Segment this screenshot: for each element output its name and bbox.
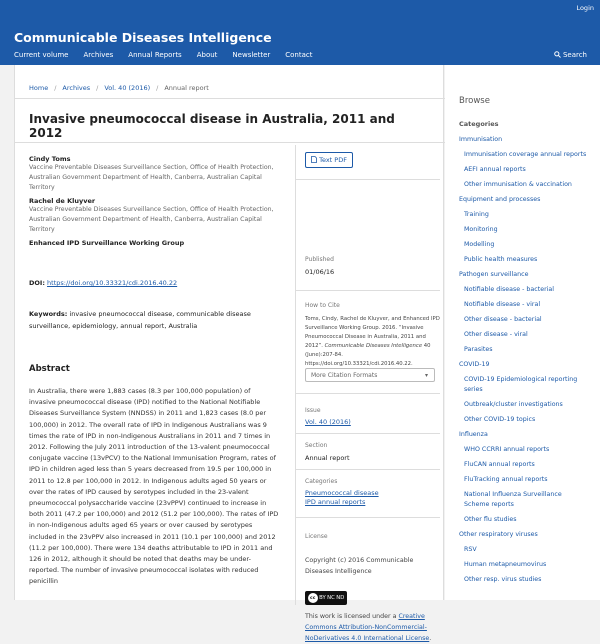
breadcrumb-separator: / bbox=[54, 84, 57, 92]
sidebar-subcategory[interactable]: Training bbox=[464, 211, 489, 218]
doi-link[interactable]: https://doi.org/10.33321/cdi.2016.40.22 bbox=[47, 279, 178, 287]
license-text bbox=[305, 611, 437, 644]
divider bbox=[295, 469, 440, 470]
authors bbox=[29, 155, 279, 247]
pdf-download-button[interactable] bbox=[305, 152, 353, 168]
sidebar-subcategory[interactable]: Other COVID-19 topics bbox=[464, 416, 536, 423]
divider bbox=[295, 179, 440, 180]
sidebar-subcategory[interactable]: Other immunisation & vaccination bbox=[464, 181, 572, 188]
sidebar-subcategory[interactable]: Other disease - viral bbox=[464, 331, 528, 338]
sidebar-subcategory[interactable]: COVID-19 Epidemiological reporting series bbox=[464, 376, 578, 393]
how-to-cite-label: How to Cite bbox=[305, 302, 340, 309]
nav-archives[interactable]: Archives bbox=[83, 51, 114, 59]
sidebar-subcategory[interactable]: RSV bbox=[464, 546, 477, 553]
abstract-heading: Abstract bbox=[29, 364, 70, 374]
sidebar-subcategory[interactable]: Other resp. virus studies bbox=[464, 576, 542, 583]
author-group: Enhanced IPD Surveillance Working Group bbox=[29, 239, 185, 247]
copyright-text: Copyright (c) 2016 Communicable Diseases Intelligence bbox=[305, 557, 414, 575]
sidebar-category[interactable]: Pathogen surveillance bbox=[459, 271, 529, 278]
sidebar-subcategory[interactable]: Other disease - bacterial bbox=[464, 316, 542, 323]
category-link[interactable]: IPD annual reports bbox=[305, 498, 366, 506]
main-nav bbox=[14, 51, 328, 59]
sidebar-category[interactable]: Influenza bbox=[459, 431, 488, 438]
citation-format-dropdown[interactable] bbox=[305, 368, 435, 382]
sidebar-category[interactable]: Equipment and processes bbox=[459, 196, 541, 203]
sidebar-subcategory[interactable]: Outbreak/cluster investigations bbox=[464, 401, 563, 408]
sidebar-subcategory[interactable]: National Influenza Surveillance Scheme reports bbox=[464, 491, 562, 508]
breadcrumb-separator: / bbox=[96, 84, 99, 92]
cc-license-badge[interactable] bbox=[305, 591, 347, 605]
sidebar-subcategory[interactable]: Notifiable disease - bacterial bbox=[464, 286, 555, 293]
citation-format-label: More Citation Formats bbox=[311, 372, 378, 379]
section-label: Section bbox=[305, 442, 328, 449]
author-affiliation: Vaccine Preventable Diseases Surveillance Section, Office of Health Protection, Australian Government Department of Health, Canberra, Australian Capital Territory bbox=[29, 164, 274, 191]
sidebar-subcategory[interactable]: FluTracking annual reports bbox=[464, 476, 548, 483]
nav-about[interactable]: About bbox=[196, 51, 218, 59]
citation-journal: Communicable Diseases Intelligence bbox=[324, 343, 423, 349]
doi-label: DOI: bbox=[29, 279, 45, 287]
divider bbox=[295, 433, 440, 434]
divider bbox=[295, 517, 440, 518]
keywords-value: invasive pneumococcal disease, communicable disease surveillance, epidemiology, annual report, Australia bbox=[29, 310, 251, 330]
search-icon bbox=[554, 51, 561, 58]
divider bbox=[295, 290, 440, 291]
sidebar-subcategory[interactable]: FluCAN annual reports bbox=[464, 461, 535, 468]
nav-contact[interactable]: Contact bbox=[285, 51, 313, 59]
sidebar-subcategory[interactable]: Notifiable disease - viral bbox=[464, 301, 541, 308]
nav-annual-reports[interactable]: Annual Reports bbox=[128, 51, 182, 59]
author-name: Rachel de Kluyver bbox=[29, 197, 96, 205]
sidebar-subcategory[interactable]: Parasites bbox=[464, 346, 493, 353]
file-icon bbox=[311, 156, 317, 163]
doi bbox=[29, 279, 177, 287]
breadcrumb-archives[interactable]: Archives bbox=[62, 84, 91, 92]
cc-nc: NC bbox=[327, 595, 335, 601]
breadcrumb-current: Annual report bbox=[164, 84, 209, 92]
license-label: License bbox=[305, 533, 328, 540]
browse-heading: Browse bbox=[459, 96, 490, 106]
breadcrumb-volume[interactable]: Vol. 40 (2016) bbox=[104, 84, 151, 92]
sidebar-subcategory[interactable]: WHO CCRRI annual reports bbox=[464, 446, 550, 453]
divider bbox=[295, 393, 440, 394]
nav-current-volume[interactable]: Current volume bbox=[14, 51, 69, 59]
sidebar-category[interactable]: Other respiratory viruses bbox=[459, 531, 538, 538]
site-title[interactable]: Communicable Diseases Intelligence bbox=[14, 30, 272, 45]
sidebar-subcategory[interactable]: AEFI annual reports bbox=[464, 166, 526, 173]
license-pre: This work is licensed under a bbox=[305, 613, 399, 620]
search-button[interactable] bbox=[554, 51, 587, 59]
categories-label: Categories bbox=[305, 478, 338, 485]
cc-by: BY bbox=[319, 595, 326, 601]
sidebar-category[interactable]: Immunisation bbox=[459, 136, 503, 143]
keywords-label: Keywords: bbox=[29, 310, 68, 318]
category-link[interactable]: Pneumococcal disease bbox=[305, 489, 379, 497]
issue-link[interactable]: Vol. 40 (2016) bbox=[305, 418, 351, 426]
author-name: Cindy Toms bbox=[29, 155, 71, 163]
sidebar-category[interactable]: COVID-19 bbox=[459, 361, 490, 368]
breadcrumb bbox=[29, 84, 215, 92]
published-label: Published bbox=[305, 256, 334, 263]
section-value: Annual report bbox=[305, 454, 350, 462]
sidebar-subcategory[interactable]: Immunisation coverage annual reports bbox=[464, 151, 587, 158]
browse-sidebar bbox=[445, 65, 600, 600]
breadcrumb-separator: / bbox=[156, 84, 159, 92]
divider bbox=[15, 98, 445, 99]
column-divider bbox=[295, 145, 296, 605]
nav-newsletter[interactable]: Newsletter bbox=[232, 51, 271, 59]
sidebar-subcategory[interactable]: Monitoring bbox=[464, 226, 498, 233]
author-affiliation: Vaccine Preventable Diseases Surveillance Section, Office of Health Protection, Australian Government Department of Health, Canberra, Australian Capital Territory bbox=[29, 206, 274, 233]
published-date: 01/06/16 bbox=[305, 268, 335, 276]
abstract-text: In Australia, there were 1,883 cases (8.3 per 100,000 population) of invasive pneumococcal disease (IPD) notified to the National Notifiable Diseases Surveillance System (NNDSS) in 2011 and 1,823 cases (8.0 per 100,000) in 2012. The overall rate of IPD in Indigenous Australians was 9 times the rate of IPD in non-Indigenous Australians in 2011 and 7 times in 2012. Following the July 2011 introduction of the 13-valent pneumococcal conjugate vaccine (13vPCV) to the National Immunisation Program, rates of IPD in children aged less than 5 years decreased from 19.5 per 100,000 in 2011 to 12.8 per 100,000 in 2012. In Indigenous adults aged 50 years or over the rates of IPD caused by serotypes included in the 23-valent pneumococcal polysaccharide vaccine (23vPPV) continued to increase in both 2011 (47.2 per 100,000) and 2012 (51.2 per 100,000). The rates of IPD in non-Indigenous adults aged 65 years or over caused by serotypes included in the 23vPPV also increased in 2011 (10.1 per 100,000) and 2012 (11.2 per 100,000). There were 134 deaths attributable to IPD in 2011 and 126 in 2012, although it should be noted that deaths may be under-reported. The number of invasive pneumococcal isolates with reduced penicillin bbox=[29, 387, 279, 586]
categories-heading: Categories bbox=[459, 120, 499, 128]
sidebar-subcategory[interactable]: Human metapneumovirus bbox=[464, 561, 547, 568]
chevron-down-icon: ▾ bbox=[424, 372, 428, 379]
cc-nd: ND bbox=[336, 595, 345, 601]
cc-icon: cc bbox=[308, 593, 318, 603]
sidebar-subcategory[interactable]: Modelling bbox=[464, 241, 495, 248]
pdf-label: Text PDF bbox=[319, 156, 347, 164]
citation bbox=[305, 315, 440, 369]
issue-label: Issue bbox=[305, 407, 321, 414]
sidebar-subcategory[interactable]: Public health measures bbox=[464, 256, 538, 263]
keywords bbox=[29, 308, 279, 332]
breadcrumb-home[interactable]: Home bbox=[29, 84, 49, 92]
site-header bbox=[0, 0, 600, 65]
divider bbox=[15, 142, 445, 143]
license-post: . bbox=[429, 635, 432, 642]
article-main bbox=[14, 65, 444, 642]
citation-text: Toms, Cindy, Rachel de Kluyver, and Enhanced IPD Surveillance Working Group. 2016. “Invasive Pneumococcal Disease in Australia, 2011 and 2012”. bbox=[305, 316, 440, 349]
page-title: Invasive pneumococcal disease in Australia, 2011 and 2012 bbox=[29, 112, 395, 140]
license-link[interactable]: Creative Commons Attribution-NonCommercial-NoDerivatives 4.0 International License bbox=[305, 613, 430, 642]
citation-rest: 40 (June):207-84. https://doi.org/10.33321/cdi.2016.40.22. bbox=[305, 343, 431, 367]
category-list bbox=[459, 135, 589, 590]
login-link[interactable]: Login bbox=[576, 4, 594, 12]
search-label: Search bbox=[562, 51, 587, 59]
sidebar-subcategory[interactable]: Other flu studies bbox=[464, 516, 517, 523]
